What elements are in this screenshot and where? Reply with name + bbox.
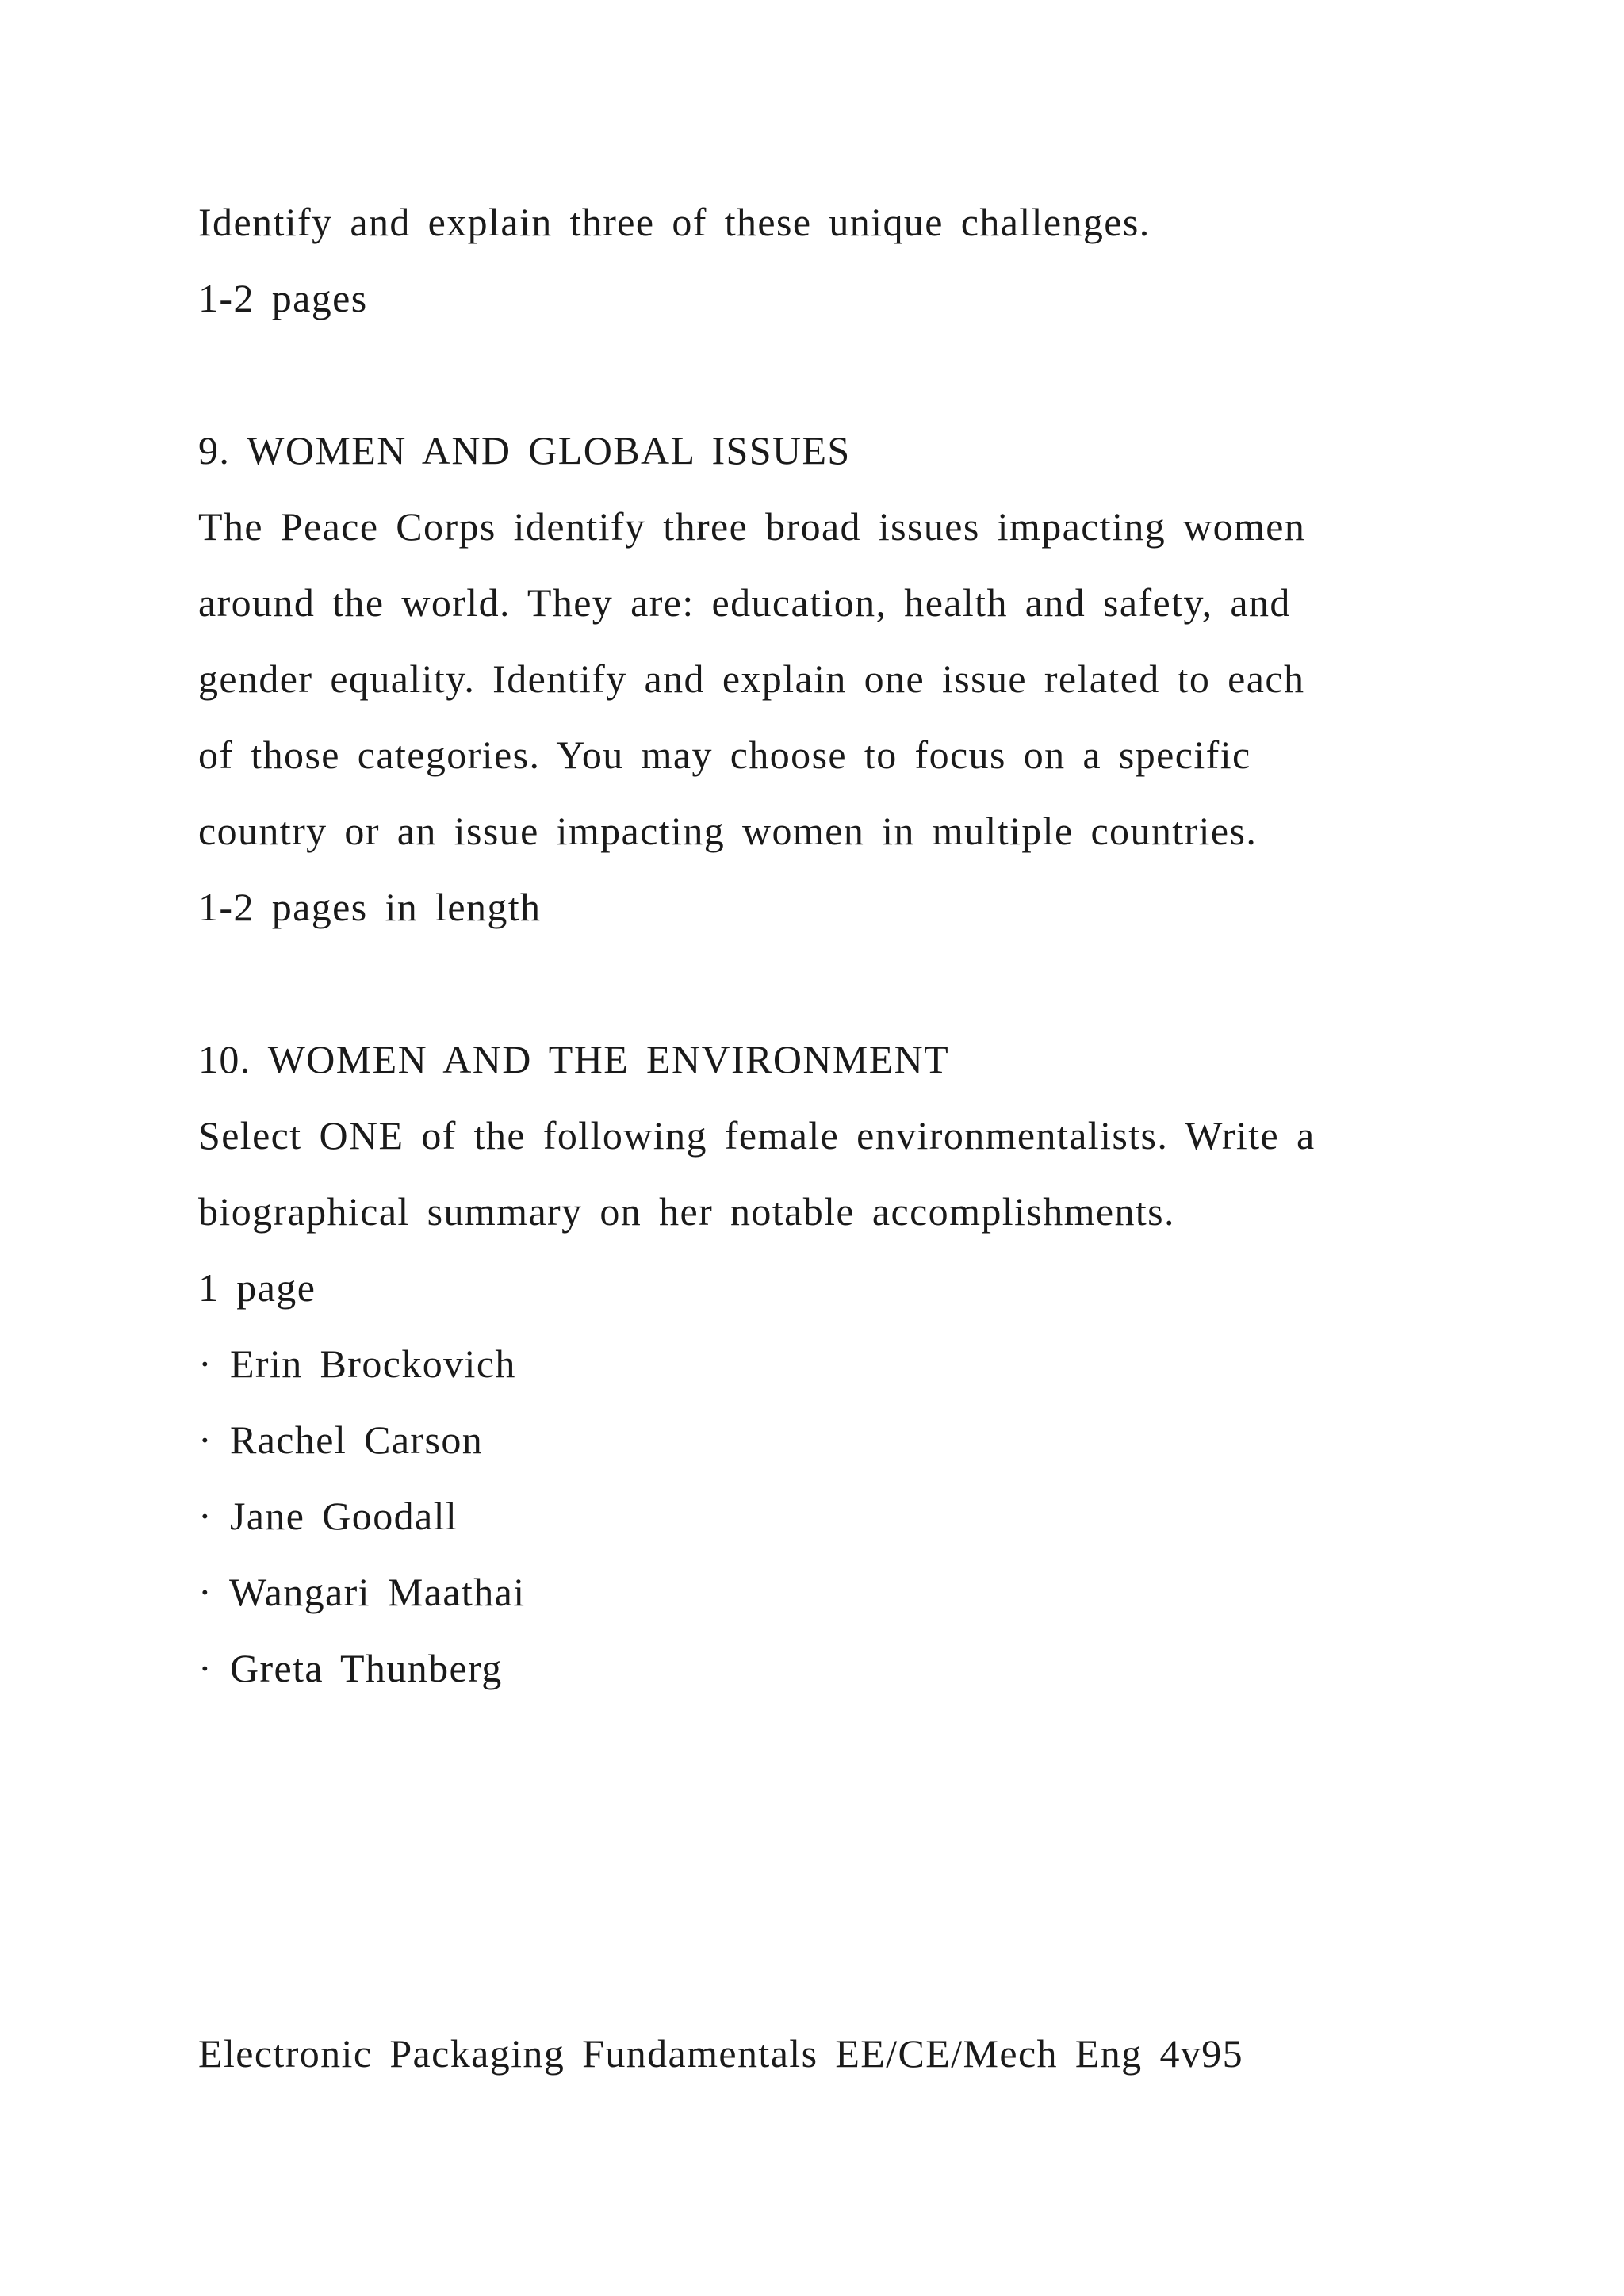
bullet-item: · Wangari Maathai [198,1570,526,1614]
bullet-item: · Jane Goodall [198,1494,458,1538]
intro-length: 1-2 pages [198,276,368,320]
section-10-line: biographical summary on her notable accomplishments. [198,1189,1175,1234]
footer-course-title: Electronic Packaging Fundamentals EE/CE/Mech Eng 4v95 [198,2031,1244,2076]
section-9-line: around the world. They are: education, health and safety, and [198,580,1291,625]
section-9-length: 1-2 pages in length [198,885,542,929]
section-9-line: gender equality. Identify and explain one issue related to each [198,656,1305,701]
section-10-line: Select ONE of the following female environmentalists. Write a [198,1113,1316,1158]
section-10-length: 1 page [198,1265,316,1310]
bullet-item: · Erin Brockovich [198,1341,516,1386]
section-9-heading: 9. WOMEN AND GLOBAL ISSUES [198,428,851,473]
bullet-item: · Greta Thunberg [198,1646,503,1690]
section-9-line: country or an issue impacting women in multiple countries. [198,809,1258,853]
bullet-item: · Rachel Carson [198,1418,484,1462]
intro-text: Identify and explain three of these unique challenges. [198,200,1151,244]
section-10-heading: 10. WOMEN AND THE ENVIRONMENT [198,1037,950,1081]
section-9-line: of those categories. You may choose to focus on a specific [198,733,1251,777]
section-9-line: The Peace Corps identify three broad issues impacting women [198,504,1306,549]
